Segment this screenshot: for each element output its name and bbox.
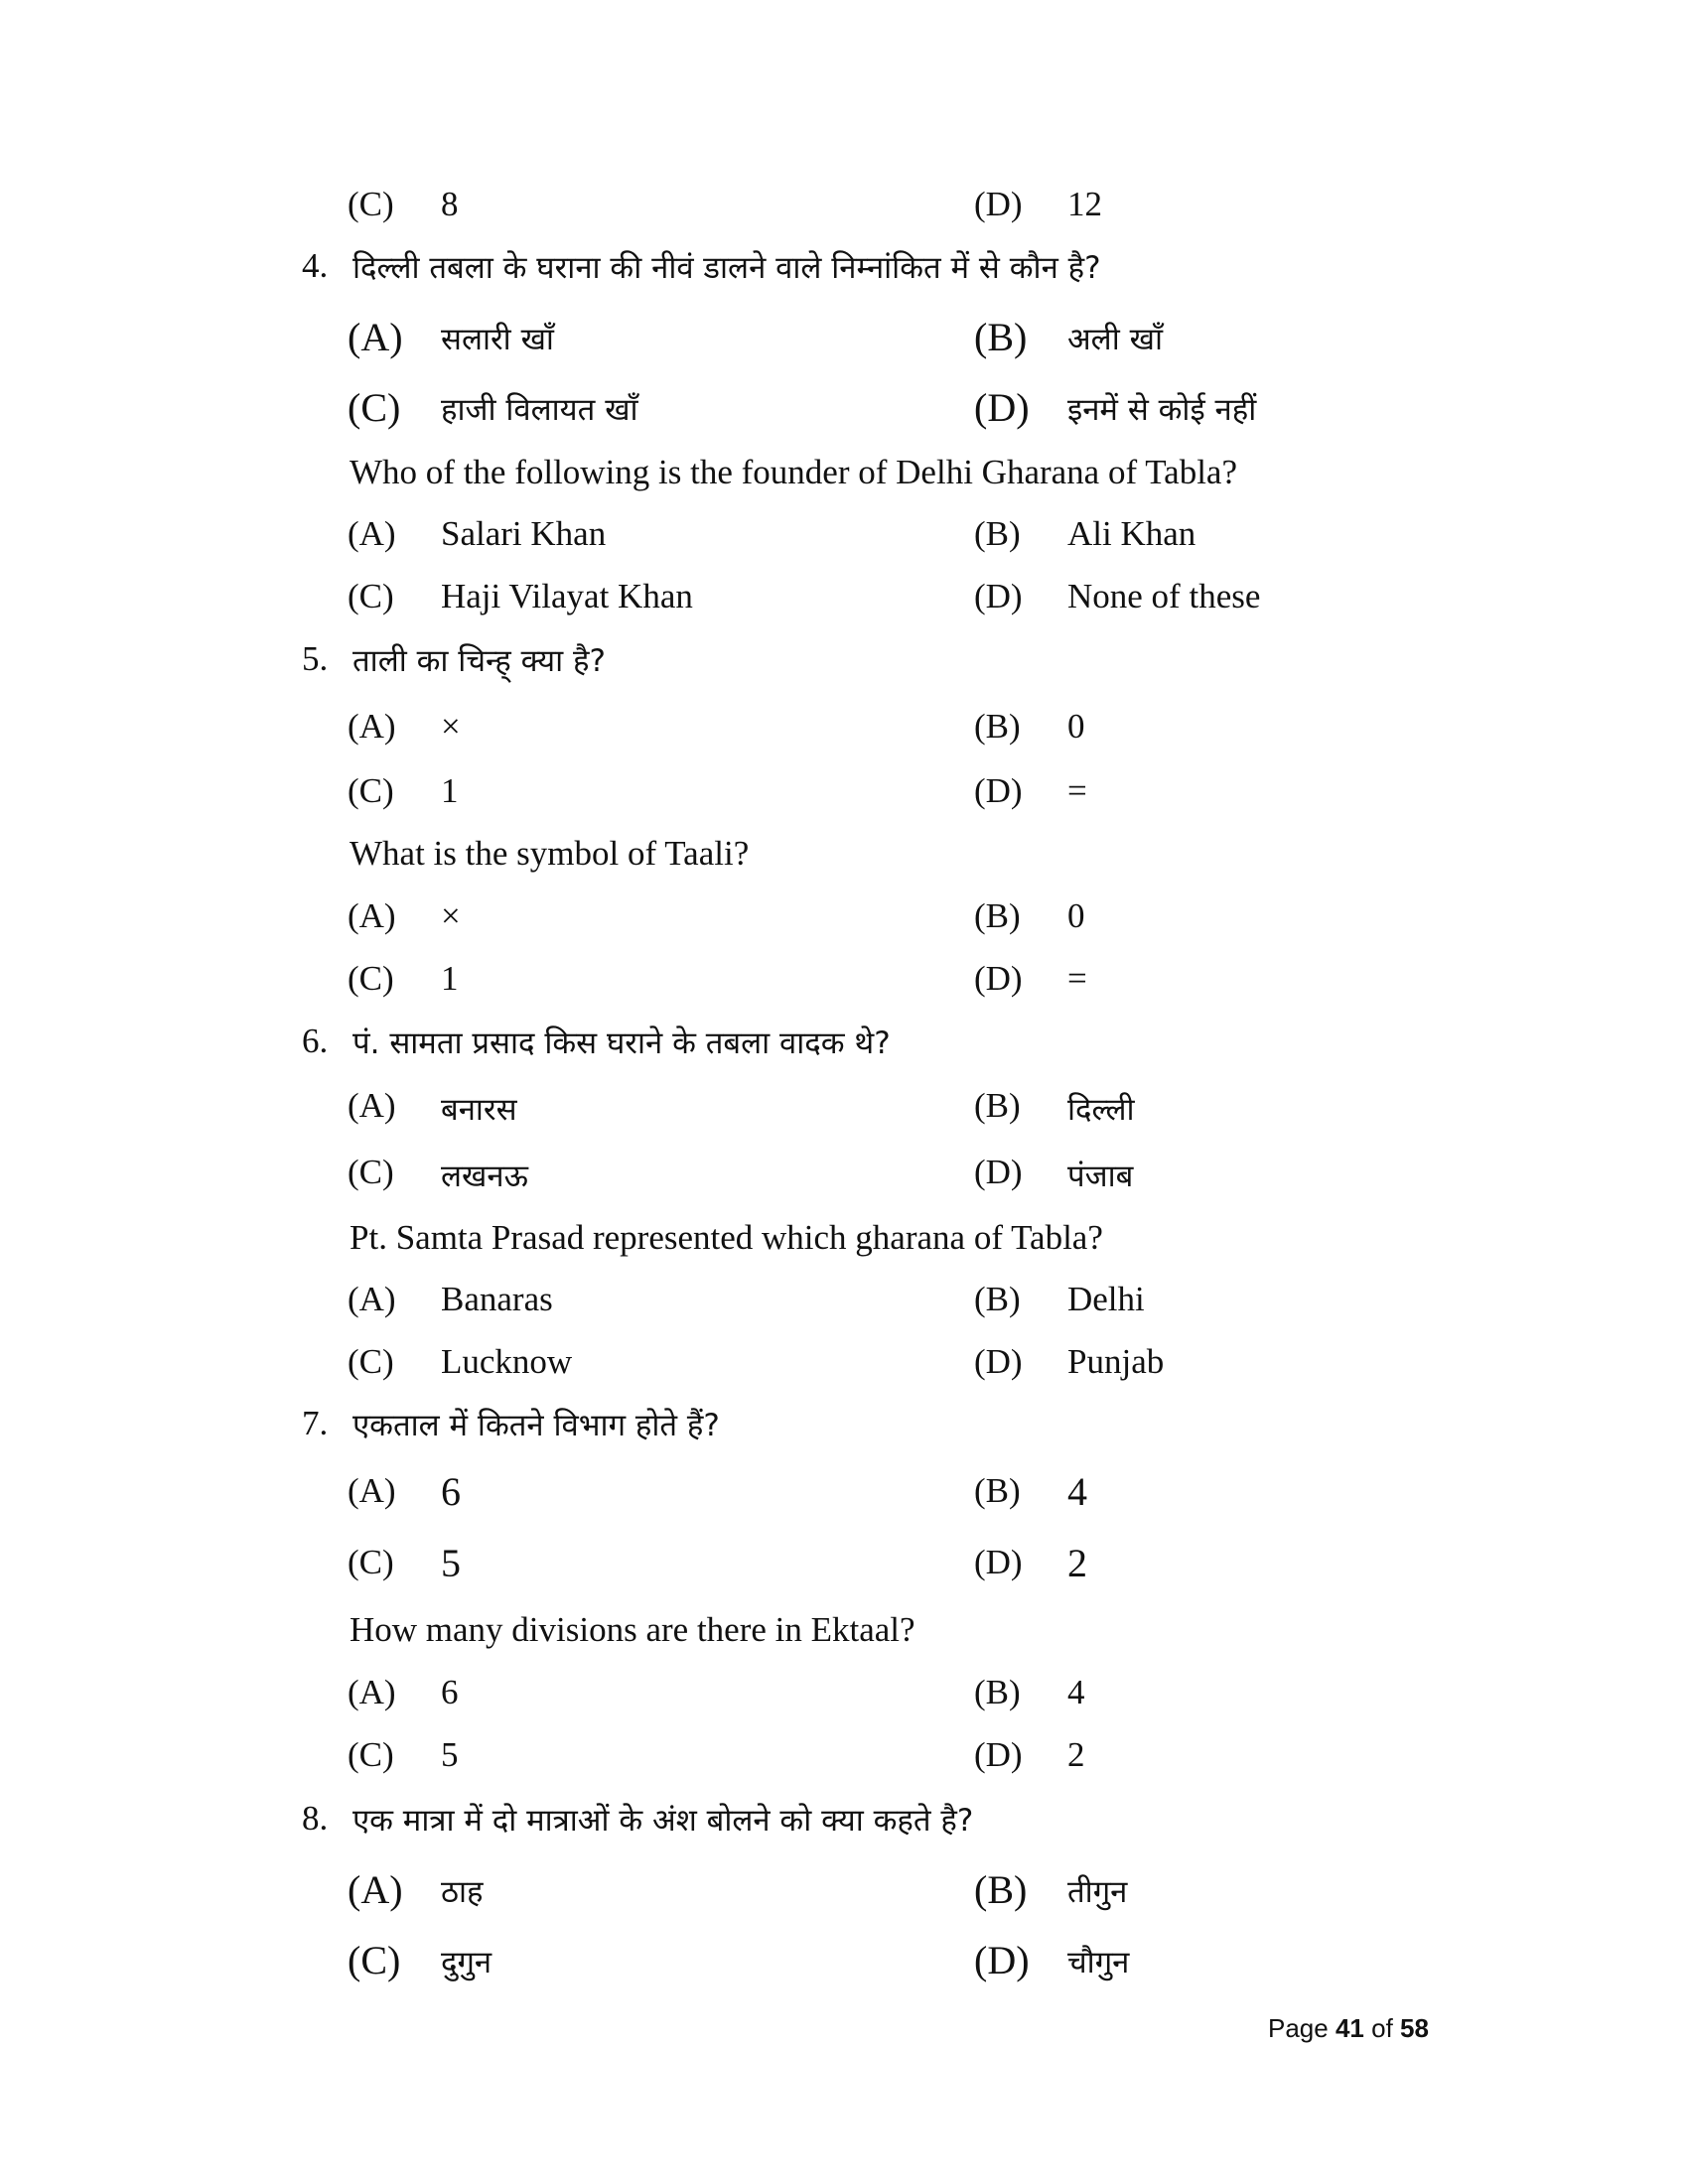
option-text: ठाह bbox=[441, 1874, 484, 1910]
option-label: (B) bbox=[974, 1280, 1021, 1318]
q7-hi-options-cd bbox=[0, 1543, 1688, 1602]
question-number: 5. bbox=[302, 639, 329, 678]
option-label: (D) bbox=[974, 959, 1023, 998]
option-label: (A) bbox=[348, 1086, 396, 1125]
q4-hi-options-cd bbox=[0, 384, 1688, 444]
footer-prefix: Page bbox=[1268, 2013, 1329, 2043]
question-5-english bbox=[0, 834, 1688, 893]
option-text: Delhi bbox=[1067, 1280, 1145, 1318]
option-text: तीगुन bbox=[1067, 1874, 1128, 1910]
option-label: (D) bbox=[974, 1342, 1023, 1381]
option-text: बनारस bbox=[441, 1092, 517, 1128]
total-page-count: 58 bbox=[1400, 2013, 1429, 2043]
option-text: None of these bbox=[1067, 577, 1261, 615]
question-text: Who of the following is the founder of Delhi Gharana of Tabla? bbox=[350, 453, 1237, 491]
question-number: 8. bbox=[302, 1799, 329, 1838]
option-text: 4 bbox=[1067, 1469, 1087, 1514]
option-label: (C) bbox=[348, 771, 394, 810]
option-text: Ali Khan bbox=[1067, 514, 1196, 553]
q7-hi-options-ab bbox=[0, 1471, 1688, 1531]
option-label: (A) bbox=[348, 514, 396, 553]
option-text: × bbox=[441, 707, 461, 746]
option-text: 5 bbox=[441, 1541, 461, 1585]
q4-hi-options-ab bbox=[0, 314, 1688, 373]
option-text: 4 bbox=[1067, 1673, 1085, 1711]
option-text: Haji Vilayat Khan bbox=[441, 577, 693, 615]
option-text: लखनऊ bbox=[441, 1159, 528, 1194]
question-text: Pt. Samta Prasad represented which gharana of Tabla? bbox=[350, 1218, 1103, 1257]
option-text: Lucknow bbox=[441, 1342, 573, 1381]
option-label: (D) bbox=[974, 385, 1030, 430]
question-8-hindi bbox=[0, 1799, 1688, 1858]
option-label: (B) bbox=[974, 896, 1021, 935]
option-text: हाजी विलायत खाँ bbox=[441, 392, 638, 428]
question-6-hindi bbox=[0, 1022, 1688, 1081]
q6-hi-options-cd bbox=[0, 1153, 1688, 1212]
option-label: (D) bbox=[974, 1543, 1023, 1581]
question-number: 6. bbox=[302, 1022, 329, 1060]
question-text: एक मात्रा में दो मात्राओं के अंश बोलने को क्या कहते है? bbox=[352, 1803, 974, 1839]
current-page-number: 41 bbox=[1335, 2013, 1364, 2043]
option-text: 0 bbox=[1067, 896, 1085, 935]
option-label: (C) bbox=[348, 385, 401, 430]
question-text: पं. सामता प्रसाद किस घराने के तबला वादक थे? bbox=[352, 1025, 891, 1061]
question-number: 4. bbox=[302, 246, 329, 285]
q5-hi-options-ab bbox=[0, 707, 1688, 766]
option-label: (B) bbox=[974, 1867, 1028, 1912]
question-text: दिल्ली तबला के घराना की नीवं डालने वाले निम्नांकित में से कौन है? bbox=[352, 250, 1101, 286]
option-label: (D) bbox=[974, 185, 1023, 223]
option-label: (A) bbox=[348, 896, 396, 935]
option-label: (C) bbox=[348, 1938, 401, 1982]
option-text: 8 bbox=[441, 185, 459, 223]
question-text: एकताल में कितने विभाग होते हैं? bbox=[352, 1408, 720, 1443]
option-text: = bbox=[1067, 771, 1087, 810]
option-label: (B) bbox=[974, 707, 1021, 746]
q5-en-options-cd bbox=[0, 959, 1688, 1019]
option-label: (C) bbox=[348, 185, 394, 223]
option-label: (C) bbox=[348, 959, 394, 998]
question-text: What is the symbol of Taali? bbox=[350, 834, 750, 873]
option-label: (D) bbox=[974, 1735, 1023, 1774]
q5-en-options-ab bbox=[0, 896, 1688, 956]
q8-hi-options-cd bbox=[0, 1937, 1688, 1996]
option-text: = bbox=[1067, 959, 1087, 998]
question-text: ताली का चिन्ह् क्या है? bbox=[352, 643, 606, 679]
question-6-english bbox=[0, 1218, 1688, 1278]
option-label: (D) bbox=[974, 1153, 1023, 1191]
option-text: 6 bbox=[441, 1469, 461, 1514]
option-text: दुगुन bbox=[441, 1945, 492, 1980]
footer-of: of bbox=[1371, 2013, 1393, 2043]
option-text: पंजाब bbox=[1067, 1159, 1134, 1194]
option-text: 2 bbox=[1067, 1735, 1085, 1774]
q6-en-options-cd bbox=[0, 1342, 1688, 1402]
option-text: इनमें से कोई नहीं bbox=[1067, 392, 1257, 428]
page-number-footer bbox=[1268, 2013, 1429, 2044]
option-text: 5 bbox=[441, 1735, 459, 1774]
question-text: How many divisions are there in Ektaal? bbox=[350, 1610, 915, 1649]
q7-en-options-cd bbox=[0, 1735, 1688, 1795]
q5-hi-options-cd bbox=[0, 771, 1688, 831]
question-7-hindi bbox=[0, 1404, 1688, 1463]
option-label: (B) bbox=[974, 315, 1028, 359]
option-label: (C) bbox=[348, 1153, 394, 1191]
question-number: 7. bbox=[302, 1404, 329, 1442]
option-label: (C) bbox=[348, 1543, 394, 1581]
option-label: (A) bbox=[348, 1471, 396, 1510]
q4-en-options-ab bbox=[0, 514, 1688, 574]
option-label: (A) bbox=[348, 315, 403, 359]
q6-en-options-ab bbox=[0, 1280, 1688, 1339]
option-label: (B) bbox=[974, 1471, 1021, 1510]
option-text: सलारी खाँ bbox=[441, 322, 554, 357]
option-label: (A) bbox=[348, 1673, 396, 1711]
option-text: दिल्ली bbox=[1067, 1092, 1135, 1128]
option-label: (C) bbox=[348, 577, 394, 615]
option-label: (B) bbox=[974, 1086, 1021, 1125]
option-text: × bbox=[441, 896, 461, 935]
q3-options-cd bbox=[0, 185, 1688, 244]
option-label: (A) bbox=[348, 1280, 396, 1318]
option-label: (A) bbox=[348, 707, 396, 746]
option-text: 6 bbox=[441, 1673, 459, 1711]
question-5-hindi bbox=[0, 639, 1688, 699]
option-label: (D) bbox=[974, 771, 1023, 810]
option-label: (B) bbox=[974, 514, 1021, 553]
option-label: (D) bbox=[974, 1938, 1030, 1982]
question-4-english bbox=[0, 453, 1688, 512]
option-label: (C) bbox=[348, 1342, 394, 1381]
option-label: (B) bbox=[974, 1673, 1021, 1711]
option-text: अली खाँ bbox=[1067, 322, 1163, 357]
option-text: 0 bbox=[1067, 707, 1085, 746]
option-text: Banaras bbox=[441, 1280, 553, 1318]
option-text: 2 bbox=[1067, 1541, 1087, 1585]
option-text: 1 bbox=[441, 959, 459, 998]
q8-hi-options-ab bbox=[0, 1866, 1688, 1926]
q6-hi-options-ab bbox=[0, 1086, 1688, 1146]
option-label: (D) bbox=[974, 577, 1023, 615]
q4-en-options-cd bbox=[0, 577, 1688, 636]
question-7-english bbox=[0, 1610, 1688, 1670]
option-text: Punjab bbox=[1067, 1342, 1165, 1381]
option-text: 1 bbox=[441, 771, 459, 810]
q7-en-options-ab bbox=[0, 1673, 1688, 1732]
question-4-hindi bbox=[0, 246, 1688, 306]
option-text: 12 bbox=[1067, 185, 1102, 223]
option-label: (A) bbox=[348, 1867, 403, 1912]
option-text: चौगुन bbox=[1067, 1945, 1130, 1980]
option-label: (C) bbox=[348, 1735, 394, 1774]
option-text: Salari Khan bbox=[441, 514, 607, 553]
